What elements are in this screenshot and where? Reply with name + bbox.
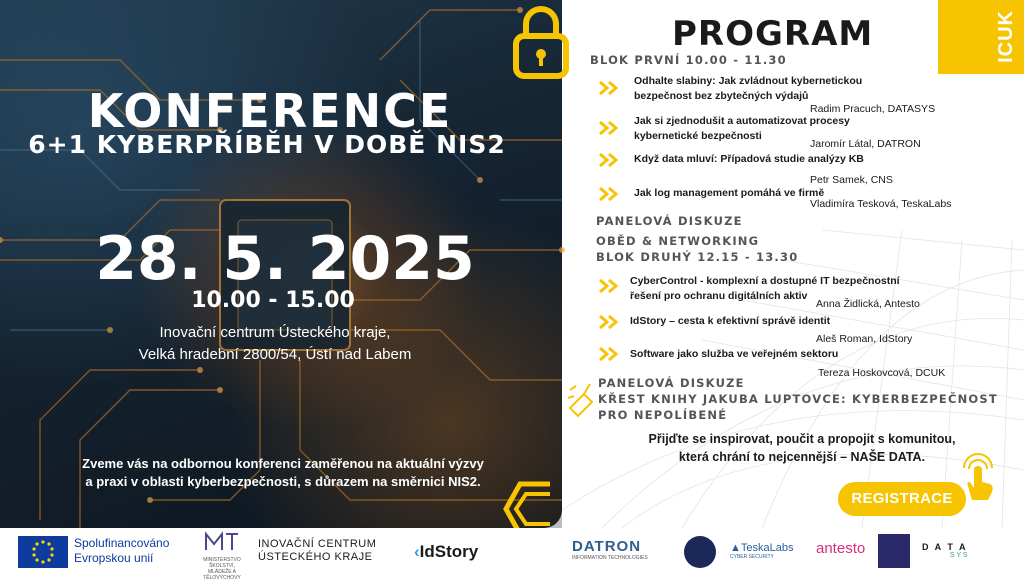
closing-line-1: Přijďte se inspirovat, poučit a propojit s komunitou, bbox=[648, 432, 956, 446]
invite-line-1: Zveme vás na odbornou konferenci zaměřenou na aktuální výzvy bbox=[82, 456, 484, 471]
register-button[interactable]: REGISTRACE bbox=[838, 482, 966, 516]
datron-logo: DATRON INFORMATION TECHNOLOGIES bbox=[572, 538, 648, 561]
icuk-badge: ICUK bbox=[938, 0, 1024, 74]
hero-panel bbox=[0, 0, 562, 528]
hand-pointer-icon bbox=[958, 456, 998, 502]
lunch-networking: OBĚD & NETWORKING bbox=[596, 234, 760, 248]
book-launch-line-1: KŘEST KNIHY JAKUBA LUPTOVCE: KYBERBEZPEČNOST bbox=[598, 392, 998, 406]
program-panel bbox=[562, 0, 1024, 528]
antesto-logo: antesto bbox=[816, 540, 866, 557]
talk-2-title: Jak si zjednodušit a automatizovat procesy kybernetické bezpečnosti bbox=[634, 115, 850, 142]
talk-4-speaker: Vladimíra Tesková, TeskaLabs bbox=[810, 198, 952, 210]
conference-date: 28. 5. 2025 bbox=[95, 224, 475, 294]
book-launch-line-2: PRO NEPOLÍBENÉ bbox=[598, 408, 728, 422]
talk-6-speaker: Aleš Roman, IdStory bbox=[816, 333, 913, 345]
sponsor-footer bbox=[0, 528, 1024, 581]
talk-1-speaker: Radim Pracuch, DATASYS bbox=[810, 103, 936, 115]
teskalabs-logo: ▲TeskaLabs CYBER SECURITY bbox=[730, 542, 794, 560]
talk-2-speaker: Jaromír Látal, DATRON bbox=[810, 138, 921, 150]
block-1-heading: BLOK PRVNÍ 10.00 - 11.30 bbox=[590, 53, 787, 67]
venue-line-1: Inovační centrum Ústeckého kraje, bbox=[159, 324, 391, 341]
venue-line-2: Velká hradební 2800/54, Ústí nad Labem bbox=[138, 346, 412, 363]
chevron-right-icon bbox=[598, 120, 620, 136]
block-2-heading: BLOK DRUHÝ 12.15 - 13.30 bbox=[596, 250, 799, 264]
icuk-logo-text: INOVAČNÍ CENTRUM ÚSTECKÉHO KRAJE bbox=[258, 538, 377, 563]
idstory-logo: ‹IdStory bbox=[414, 542, 479, 561]
panel-discussion-2: PANELOVÁ DISKUZE bbox=[598, 376, 745, 390]
conference-title: KONFERENCE bbox=[87, 84, 453, 138]
chevron-right-icon bbox=[598, 152, 620, 168]
chevron-right-icon bbox=[598, 186, 620, 202]
chevron-right-icon bbox=[598, 80, 620, 96]
cns-logo-icon bbox=[684, 536, 716, 568]
talk-3-title: Když data mluví: Případová studie analýzy KB bbox=[634, 153, 864, 165]
datasys-logo: D A T A S Y S bbox=[922, 542, 968, 559]
msmt-logo: MINISTERSTVO ŠKOLSTVÍ, MLÁDEŽE A TĚLOVÝCHOVY bbox=[190, 530, 254, 581]
program-title: PROGRAM bbox=[672, 14, 874, 54]
talk-5-speaker: Anna Židlická, Antesto bbox=[816, 298, 920, 310]
invite-line-2: a praxi v oblasti kyberbezpečnosti, s důrazem na směrnici NIS2. bbox=[85, 474, 481, 489]
chevron-right-icon bbox=[598, 278, 620, 294]
dcuk-logo-icon bbox=[878, 534, 910, 568]
talk-7-speaker: Tereza Hoskovcová, DCUK bbox=[818, 367, 946, 379]
eu-flag-icon bbox=[18, 536, 68, 568]
talk-6-title: IdStory – cesta k efektivní správě identit bbox=[630, 315, 831, 327]
talk-1-title: Odhalte slabiny: Jak zvládnout kybernetickou bezpečnost bez zbytečných výdajů bbox=[634, 75, 863, 102]
closing-line-2: která chrání to nejcennější – NAŠE DATA. bbox=[678, 450, 926, 464]
talk-4-title: Jak log management pomáhá ve firmě bbox=[634, 187, 825, 199]
chevron-right-icon bbox=[598, 314, 620, 330]
conference-time: 10.00 - 15.00 bbox=[191, 288, 355, 313]
book-pen-icon bbox=[566, 380, 596, 412]
chevron-right-icon bbox=[598, 346, 620, 362]
conference-subtitle: 6+1 KYBERPŘÍBĚH V DOBĚ NIS2 bbox=[28, 130, 506, 159]
eu-cofunded-text: Spolufinancováno Evropskou unií bbox=[74, 536, 170, 565]
panel-discussion-1: PANELOVÁ DISKUZE bbox=[596, 214, 743, 228]
talk-3-speaker: Petr Samek, CNS bbox=[810, 174, 893, 186]
talk-5-title: CyberControl - komplexní a dostupné IT bezpečnostní řešení pro ochranu digitálních aktiv bbox=[630, 275, 900, 302]
talk-7-title: Software jako služba ve veřejném sektoru bbox=[630, 348, 839, 360]
